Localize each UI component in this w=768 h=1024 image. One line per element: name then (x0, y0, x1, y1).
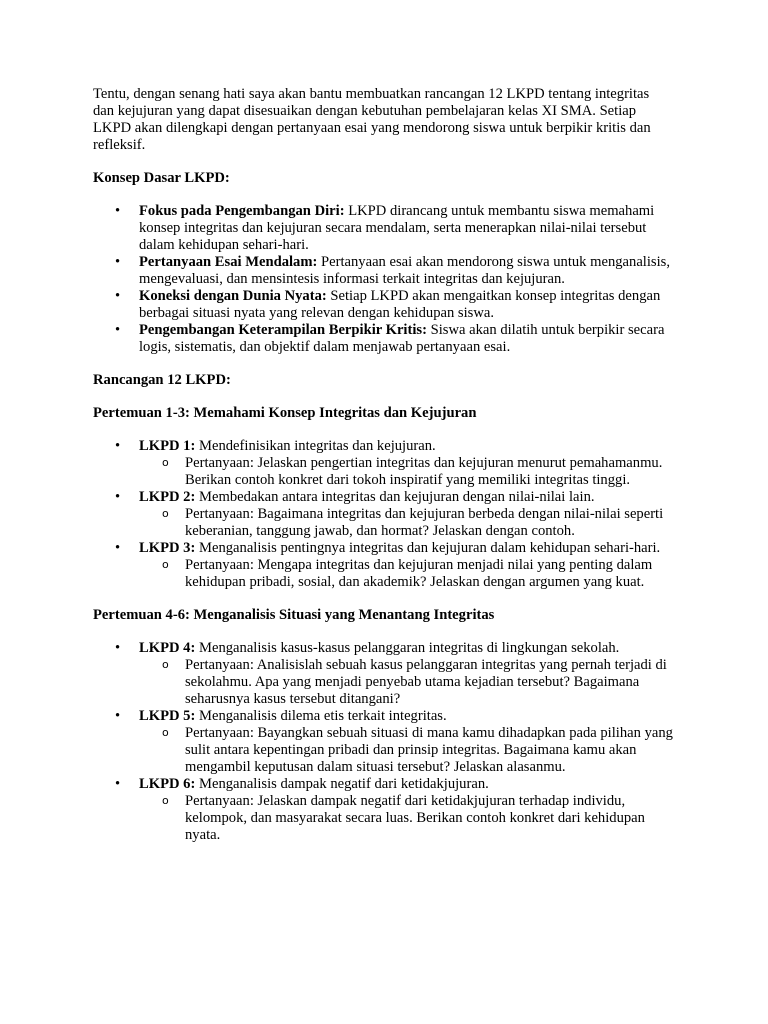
list-item (93, 203, 674, 254)
pertemuan1-list (93, 438, 688, 591)
circle-bullet-icon: o (162, 558, 169, 571)
lkpd-label: LKPD 5: (139, 708, 196, 724)
bullet-icon: • (115, 708, 121, 724)
lkpd-item (93, 640, 674, 708)
bullet-icon: • (115, 254, 121, 270)
bullet-icon: • (115, 203, 121, 219)
item-text: Setiap LKPD akan mengaitkan konsep integritas dengan berbagai situasi nyata yang relevan dengan kehidupan siswa. (139, 288, 661, 321)
circle-bullet-icon: o (162, 456, 169, 469)
question-text: Pertanyaan: Analisislah sebuah kasus pelanggaran integritas yang pernah terjadi di sekolahmu. Apa yang menjadi penyebab utama kejadian tersebut? Bagaimana seharusnya kasus tersebut ditangani? (185, 657, 667, 707)
lkpd-item (93, 489, 674, 540)
question-item (139, 725, 675, 776)
question-item (139, 657, 675, 708)
question-text: Pertanyaan: Jelaskan pengertian integritas dan kejujuran menurut pemahamanmu. Berikan contoh konkret dari tokoh inspiratif yang memiliki integritas tinggi. (185, 455, 663, 488)
lkpd-label: LKPD 1: (139, 438, 196, 454)
item-text: LKPD dirancang untuk membantu siswa memahami konsep integritas dan kejujuran secara mendalam, serta menerapkan nilai-nilai tersebut dalam kehidupan sehari-hari. (139, 203, 655, 253)
question-item (139, 506, 675, 540)
circle-bullet-icon: o (162, 658, 169, 671)
lkpd-text: Membedakan antara integritas dan kejujuran dengan nilai-nilai lain. (195, 489, 595, 505)
item-term: Pengembangan Keterampilan Berpikir Kritis: (139, 322, 427, 338)
bullet-icon: • (115, 640, 121, 656)
bullet-icon: • (115, 489, 121, 505)
item-term: Fokus pada Pengembangan Diri: (139, 203, 345, 219)
item-text: Pertanyaan esai akan mendorong siswa untuk menganalisis, mengevaluasi, dan mensintesis informasi terkait integritas dan kejujuran. (139, 254, 670, 287)
lkpd-text: Menganalisis kasus-kasus pelanggaran integritas di lingkungan sekolah. (195, 640, 620, 656)
item-text: Siswa akan dilatih untuk berpikir secara logis, sistematis, dan objektif dalam menjawab pertanyaan esai. (139, 322, 665, 355)
lkpd-text: Menganalisis dilema etis terkait integritas. (195, 708, 447, 724)
bullet-icon: • (115, 322, 121, 338)
lkpd-item (93, 438, 674, 489)
intro-paragraph: Tentu, dengan senang hati saya akan bantu membuatkan rancangan 12 LKPD tentang integritas dan kejujuran yang dapat disesuaikan dengan kebutuhan pembelajaran kelas XI SMA. Setiap LKPD akan dilengkapi dengan pertanyaan esai yang mendorong siswa untuk berpikir kritis dan refleksif. (93, 86, 651, 153)
question-item (139, 455, 675, 489)
question-text: Pertanyaan: Bayangkan sebuah situasi di mana kamu dihadapkan pada pilihan yang sulit antara kepentingan pribadi dan prinsip integritas. Bagaimana kamu akan mengambil keputusan dalam situasi tersebut? Jelaskan alasanmu. (185, 725, 673, 775)
lkpd-text: Mendefinisikan integritas dan kejujuran. (195, 438, 436, 454)
list-item (93, 288, 674, 322)
lkpd-label: LKPD 4: (139, 640, 196, 656)
list-item (93, 254, 674, 288)
lkpd-text: Menganalisis pentingnya integritas dan kejujuran dalam kehidupan sehari-hari. (195, 540, 661, 556)
list-item (93, 322, 674, 356)
question-item (139, 557, 675, 591)
bullet-icon: • (115, 540, 121, 556)
question-item (139, 793, 675, 844)
question-text: Pertanyaan: Mengapa integritas dan kejujuran menjadi nilai yang penting dalam kehidupan pribadi, sosial, dan akademik? Jelaskan dengan argumen yang kuat. (185, 557, 653, 590)
pertemuan2-heading: Pertemuan 4-6: Menganalisis Situasi yang Menantang Integritas (93, 607, 495, 623)
bullet-icon: • (115, 288, 121, 304)
lkpd-label: LKPD 3: (139, 540, 196, 556)
lkpd-item (93, 708, 674, 776)
konsep-heading: Konsep Dasar LKPD: (93, 170, 230, 186)
lkpd-item (93, 776, 674, 844)
question-text: Pertanyaan: Bagaimana integritas dan kejujuran berbeda dengan nilai-nilai seperti keberanian, tanggung jawab, dan hormat? Jelaskan dengan contoh. (185, 506, 664, 539)
question-text: Pertanyaan: Jelaskan dampak negatif dari ketidakjujuran terhadap individu, kelompok, dan masyarakat secara luas. Berikan contoh konkret dari kehidupan nyata. (185, 793, 645, 843)
item-term: Pertanyaan Esai Mendalam: (139, 254, 318, 270)
rancangan-heading: Rancangan 12 LKPD: (93, 372, 231, 388)
circle-bullet-icon: o (162, 507, 169, 520)
item-term: Koneksi dengan Dunia Nyata: (139, 288, 327, 304)
lkpd-item (93, 540, 674, 591)
pertemuan2-list (93, 640, 688, 844)
bullet-icon: • (115, 776, 121, 792)
pertemuan1-heading: Pertemuan 1-3: Memahami Konsep Integritas dan Kejujuran (93, 405, 477, 421)
lkpd-label: LKPD 2: (139, 489, 196, 505)
circle-bullet-icon: o (162, 726, 169, 739)
bullet-icon: • (115, 438, 121, 454)
lkpd-label: LKPD 6: (139, 776, 196, 792)
konsep-list (93, 203, 688, 356)
lkpd-text: Menganalisis dampak negatif dari ketidakjujuran. (195, 776, 489, 792)
circle-bullet-icon: o (162, 794, 169, 807)
